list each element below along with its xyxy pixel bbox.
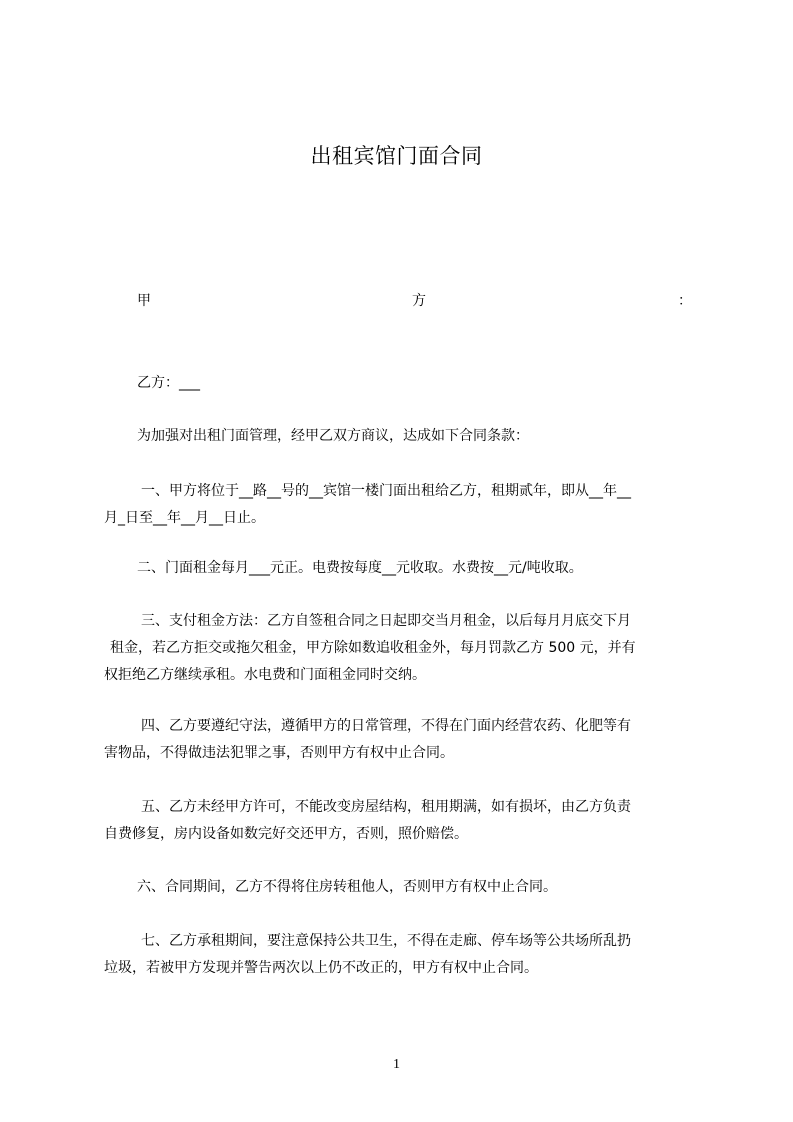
clause-3-line-2: 租金，若乙方拒交或拖欠租金，甲方除如数追收租金外，每月罚款乙方 500 元，并有 — [110, 640, 636, 656]
clause-2-line-1: 二、门面租金每月___元正。电费按每度__元收取。水费按__元/吨收取。 — [137, 560, 583, 576]
clause-1-line-2: 月_日至__年__月__日止。 — [104, 510, 265, 526]
clause-7-line-2: 垃圾，若被甲方发现并警告两次以上仍不改正的，甲方有权中止合同。 — [104, 960, 538, 976]
document-title: 出租宾馆门面合同 — [310, 144, 483, 168]
intro-paragraph: 为加强对出租门面管理，经甲乙双方商议，达成如下合同条款： — [137, 428, 529, 444]
party-a-label-2: 方 — [412, 293, 426, 309]
clause-3-line-1: 三、支付租金方法：乙方自签租合同之日起即交当月租金，以后每月月底交下月 — [141, 613, 631, 629]
clause-6-line-1: 六、合同期间，乙方不得将住房转租他人，否则甲方有权中止合同。 — [137, 879, 557, 895]
party-a-line — [104, 290, 692, 312]
clause-4-line-2: 害物品，不得做违法犯罪之事，否则甲方有权中止合同。 — [104, 745, 454, 761]
clause-4-line-1: 四、乙方要遵纪守法，遵循甲方的日常管理，不得在门面内经营农药、化肥等有 — [141, 718, 631, 734]
clause-7-line-1: 七、乙方承租期间，要注意保持公共卫生，不得在走廊、停车场等公共场所乱扔 — [141, 933, 631, 949]
page-number: 1 — [393, 1057, 400, 1072]
party-b-line: 乙方：___ — [137, 375, 200, 391]
clause-5-line-1: 五、乙方未经甲方许可，不能改变房屋结构，租用期满，如有损坏，由乙方负责 — [141, 799, 631, 815]
clause-5-line-2: 自费修复，房内设备如数完好交还甲方，否则，照价赔偿。 — [104, 826, 468, 842]
party-a-label-1: 甲 — [137, 293, 151, 309]
clause-3-line-3: 权拒绝乙方继续承租。水电费和门面租金同时交纳。 — [104, 667, 426, 683]
clause-1-line-1: 一、甲方将位于__路__号的__宾馆一楼门面出租给乙方，租期贰年，即从__年__ — [141, 483, 631, 499]
party-a-colon: ： — [678, 293, 692, 309]
